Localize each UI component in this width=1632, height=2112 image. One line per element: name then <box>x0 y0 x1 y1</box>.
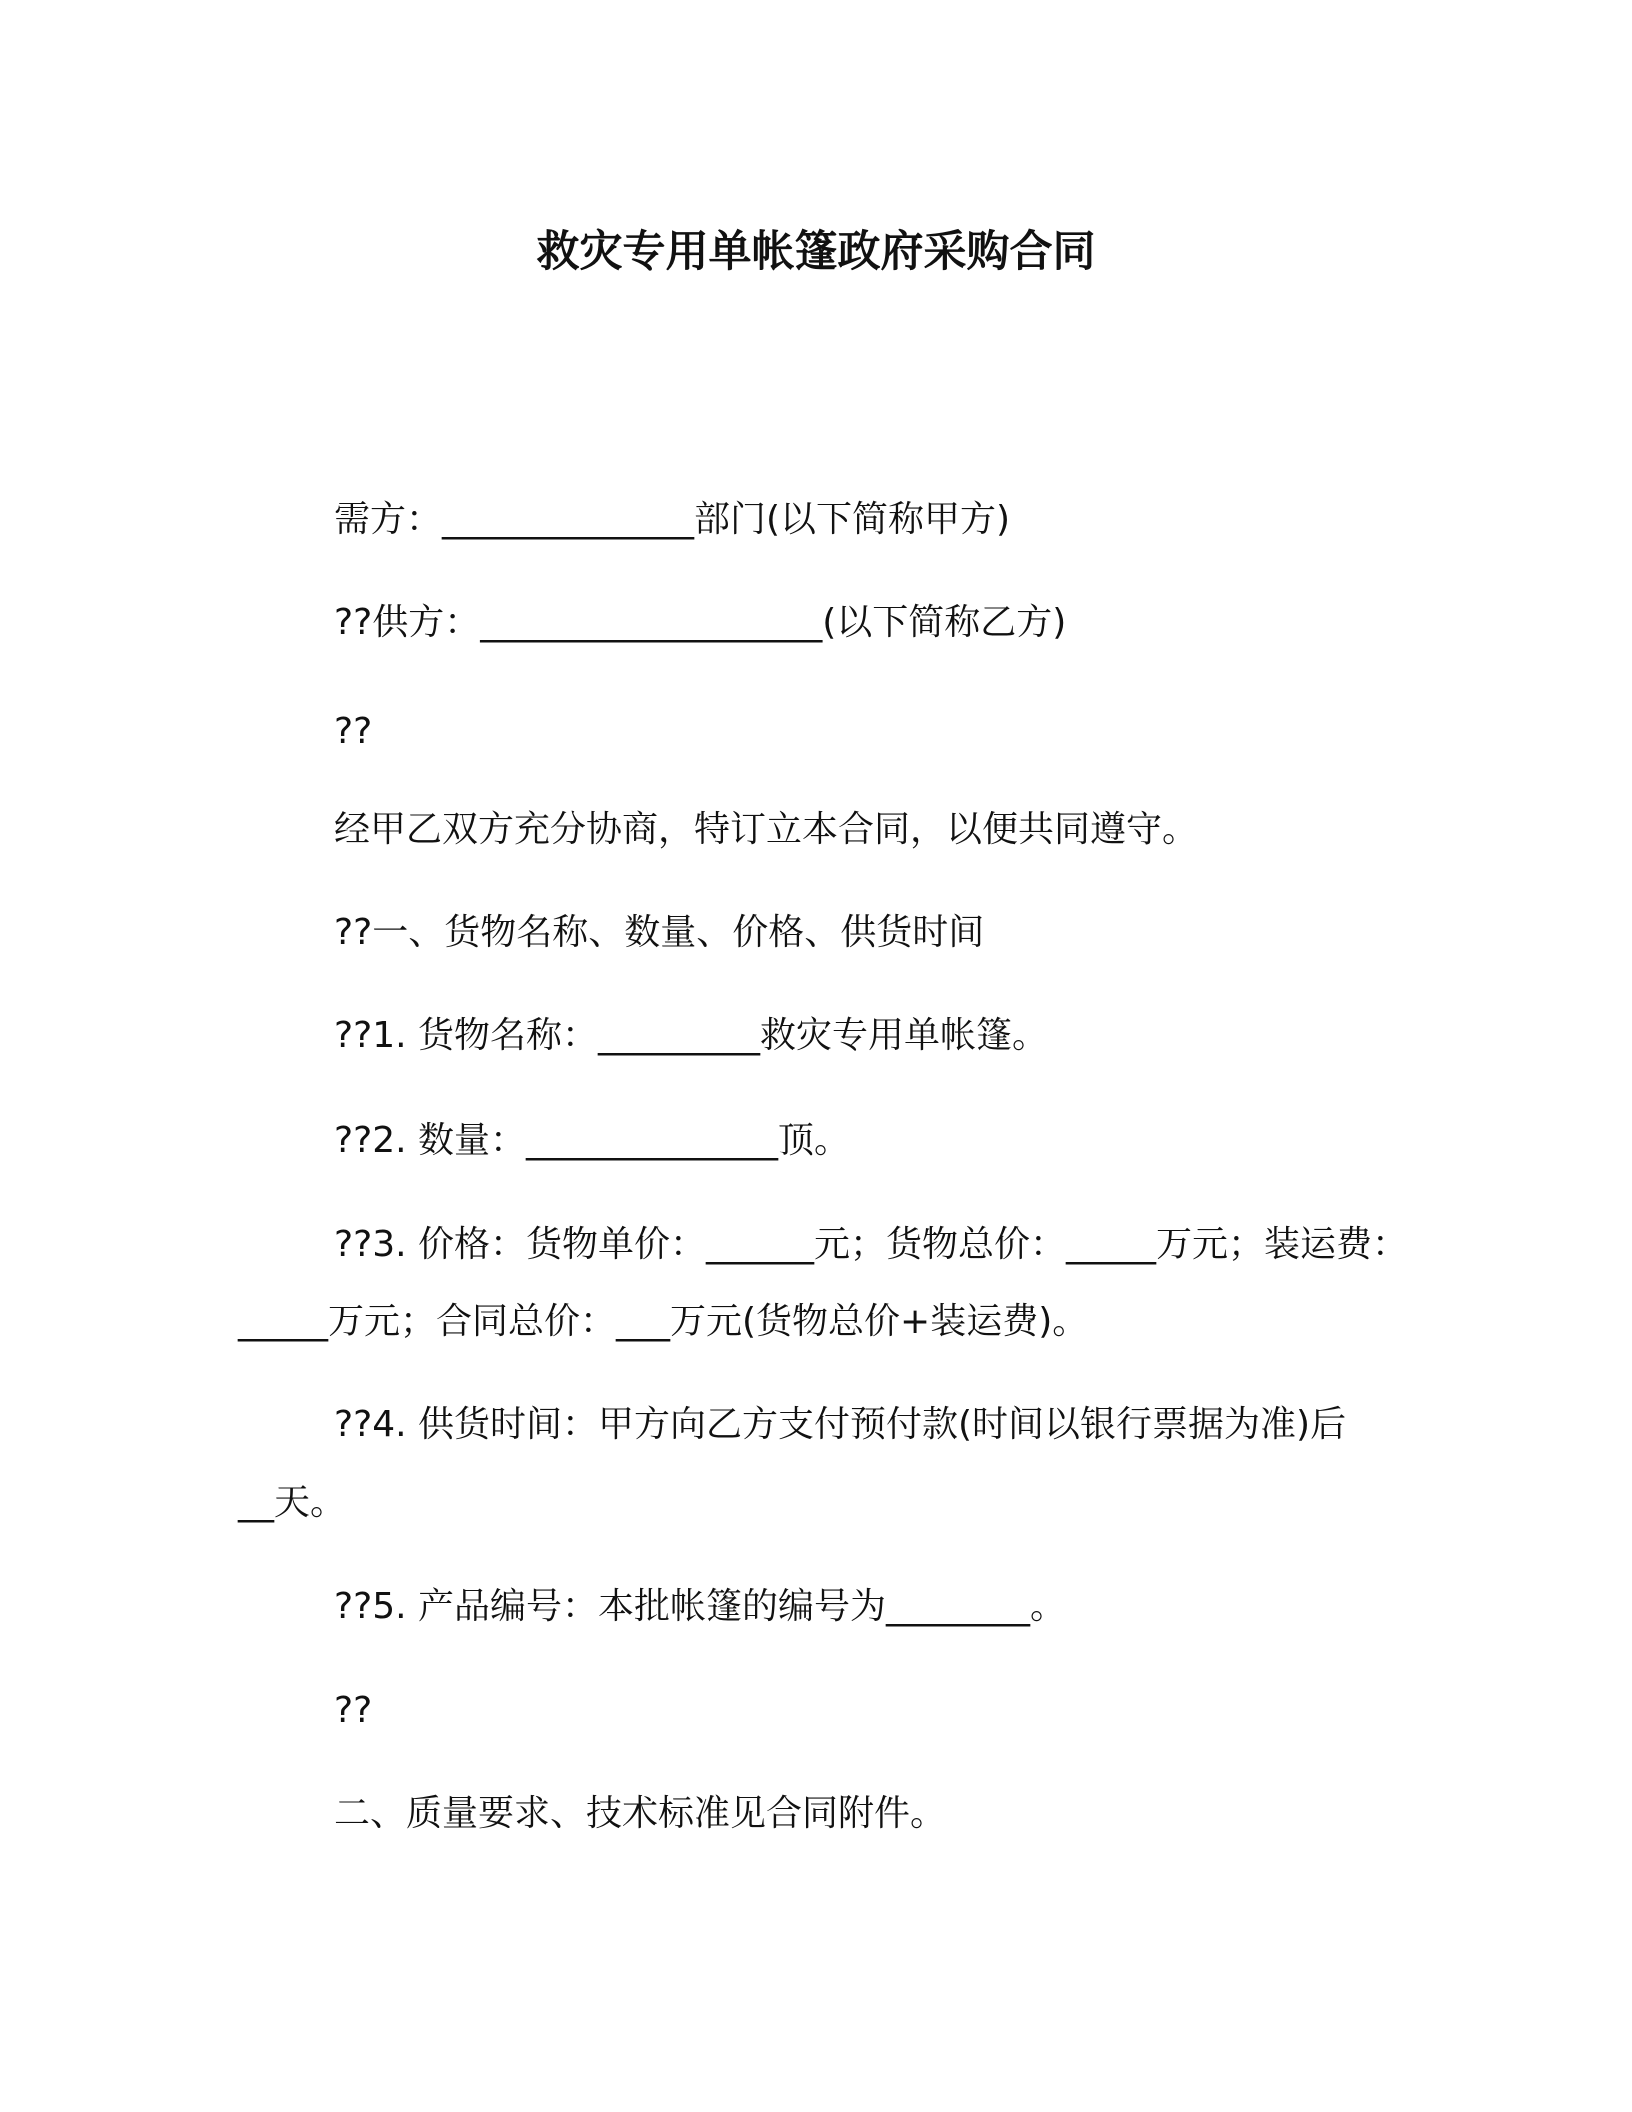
section-heading-2: 二、质量要求、技术标准见合同附件。 <box>334 1793 947 1834</box>
buyer-line: 需方：______________部门(以下简称甲方) <box>334 499 1011 540</box>
placeholder-line: ?? <box>334 1690 373 1731</box>
clause-3-price-continued: _____万元；合同总价：___万元(货物总价+装运费)。 <box>238 1301 1089 1342</box>
clause-4-delivery-time-continued: __天。 <box>238 1482 347 1523</box>
clause-5-product-number: ??5. 产品编号：本批帐篷的编号为________。 <box>334 1586 1067 1627</box>
clause-2-quantity: ??2. 数量：______________顶。 <box>334 1120 851 1161</box>
supplier-line: ??供方：___________________(以下简称乙方) <box>334 602 1067 643</box>
placeholder-line: ?? <box>334 711 373 752</box>
clause-3-price: ??3. 价格：货物单价：______元；货物总价：_____万元；装运费： <box>334 1224 1409 1265</box>
agreement-intro: 经甲乙双方充分协商，特订立本合同，以便共同遵守。 <box>334 809 1199 850</box>
section-heading-1: ??一、货物名称、数量、价格、供货时间 <box>334 912 985 953</box>
clause-1-goods-name: ??1. 货物名称：_________救灾专用单帐篷。 <box>334 1015 1049 1056</box>
clause-4-delivery-time: ??4. 供货时间：甲方向乙方支付预付款(时间以银行票据为准)后 <box>334 1404 1347 1445</box>
document-title: 救灾专用单帐篷政府采购合同 <box>536 227 1096 277</box>
